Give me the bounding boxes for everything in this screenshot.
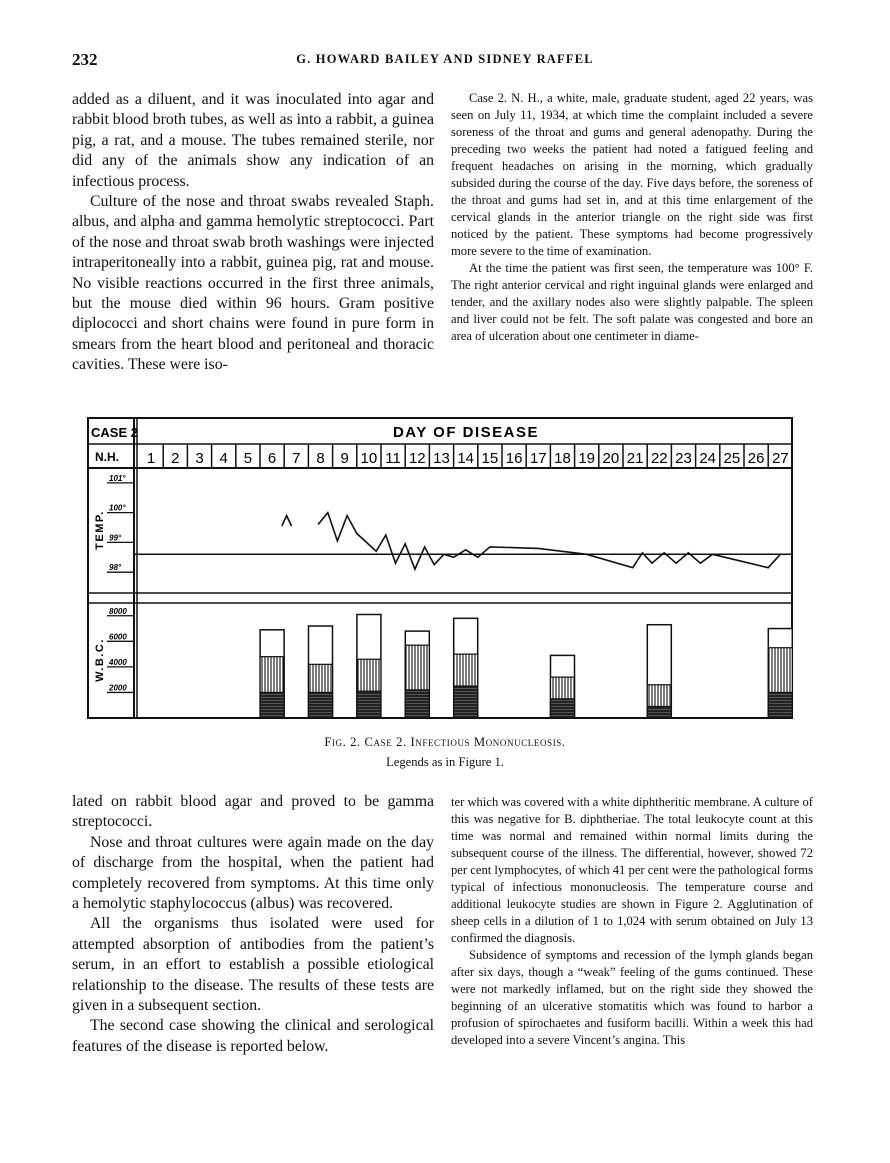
day-label: 1: [146, 450, 156, 467]
day-label: 25: [723, 450, 741, 467]
page-header: [72, 50, 818, 72]
caption-line-2: Legends as in Figure 1.: [386, 755, 504, 769]
day-label: 9: [340, 450, 349, 467]
page-number: 232: [72, 50, 98, 69]
case-label: CASE 2: [91, 425, 138, 440]
day-label: 2: [171, 450, 180, 467]
day-label: 17: [529, 450, 547, 467]
paragraph: ter which was covered with a white diphtheritic membrane. A culture of this was negative for B. diphtheriae. The total leukocyte count at this time was normal and remained within normal limits during the subsequent course of the illness. The differential, however, showed 72 per cent lymphocytes, of which 41 per cent were the pathological forms typical of infectious mononucleosis. The temperature course and additional leukocyte studies are shown in Figure 2. Agglutination of sheep cells in a dilution of 1 to 1,024 with serum obtained on July 13 confirmed the diagnosis.: [451, 795, 813, 945]
day-label: 10: [360, 450, 378, 467]
wbc-bar-abnormal: [768, 692, 792, 718]
day-label: 13: [433, 450, 450, 467]
paragraph: All the organisms thus isolated were used for attempted absorption of antibodies from the patient’s serum, in an effort to establish a possible etiological relationship to the disease. The results of these tests are given in a subsequent section.: [72, 915, 434, 1015]
running-head: G. HOWARD BAILEY AND SIDNEY RAFFEL: [296, 52, 594, 66]
temp-axis-label: TEMP.: [94, 510, 106, 550]
wbc-bar-abnormal: [454, 686, 478, 718]
temperature-series-line: [318, 513, 780, 570]
day-label: 4: [219, 450, 228, 467]
wbc-bar-abnormal: [647, 707, 671, 719]
patient-label: N.H.: [95, 450, 119, 464]
right-column-bottom: [451, 794, 813, 1049]
paragraph: At the time the patient was first seen, the temperature was 100° F. The right anterior cervical and right inguinal glands were enlarged and tender, and the axillary nodes also were slightly palpable. The spleen and liver could not be felt. The soft palate was congested and bore an area of ulceration about one centimeter in diame-: [451, 261, 813, 343]
day-label: 5: [243, 450, 253, 467]
day-label: 21: [626, 450, 644, 467]
wbc-tick-label: 2000: [109, 683, 127, 693]
temp-tick-label: 100°: [109, 503, 126, 513]
wbc-tick-label: 8000: [109, 606, 127, 616]
day-label: 23: [675, 450, 692, 467]
wbc-bar-abnormal: [260, 692, 284, 718]
day-label: 7: [292, 450, 301, 467]
paragraph: Subsidence of symptoms and recession of the lymph glands began after six days, though a “weak” feeling of the gums continued. These were not markedly inflamed, but on the right side they showed the beginning of an ulcerative stomatitis which was found to harbor a profusion of spirochaetes and fusiform bacilli. Within a week this had developed into a severe Vincent’s angina. This: [451, 948, 813, 1047]
day-label: 27: [771, 450, 789, 467]
temp-tick-label: 98°: [109, 563, 122, 573]
paragraph: The second case showing the clinical and serological features of the disease is reported below.: [72, 1017, 434, 1055]
wbc-tick-label: 6000: [109, 632, 127, 642]
day-label: 18: [554, 450, 571, 467]
day-label: 8: [316, 450, 325, 467]
chart-title: DAY OF DISEASE: [392, 424, 540, 441]
paragraph: Culture of the nose and throat swabs revealed Staph. albus, and alpha and gamma hemolytic streptococci. Part of the nose and throat swab broth washings were injected intraperitoneally into a rabbit, guinea pig, rat and mouse. No visible reactions occurred in the first three animals, but the mouse died within 96 hours. Gram positive diplococci and short chains were found in pure form in smears from the heart blood and peritoneal and thoracic cavities. These were iso-: [72, 193, 434, 374]
day-label: 15: [481, 450, 499, 467]
day-label: 19: [578, 450, 596, 467]
paragraph: added as a diluent, and it was inoculated into agar and rabbit blood broth tubes, as well as into a rabbit, a guinea pig, a rat, and a mouse. The tubes remained sterile, nor did any of the animals show any indication of an infectious process.: [72, 91, 434, 190]
right-column-top: [451, 90, 813, 345]
day-label: 6: [267, 450, 277, 467]
paragraph: lated on rabbit blood agar and proved to be gamma streptococci.: [72, 793, 434, 831]
day-label: 11: [385, 450, 401, 467]
chart-svg: [87, 417, 793, 719]
left-column-bottom: [72, 792, 434, 1057]
day-label: 14: [457, 450, 475, 467]
wbc-bar-abnormal: [405, 690, 429, 718]
temperature-series-start: [282, 516, 292, 526]
day-label: 3: [195, 450, 204, 467]
day-label: 24: [699, 450, 717, 467]
day-label: 26: [747, 450, 765, 467]
left-column-top: [72, 90, 434, 376]
day-label: 22: [650, 450, 668, 467]
day-label: 20: [602, 450, 620, 467]
paragraph: Nose and throat cultures were again made on the day of discharge from the hospital, when the patient had completely recovered from symptoms. At this time only a hemolytic staphylococcus (albus) was recovered.: [72, 833, 434, 913]
day-label: 16: [505, 450, 523, 467]
paragraph: Case 2. N. H., a white, male, graduate student, aged 22 years, was seen on July 11, 1934, at which time the complaint included a severe soreness of the throat and gums and general adenopathy. During the preceding two weeks the patient had noted a fatigued feeling and frequent headaches on arising in the morning, which gradually subsided during the course of the day. Five days before, the soreness of the throat and gums had set in, and at this time enlargement of the cervical glands in the anterior triangle on the right side was first noticed by the patient. These symptoms had become progressively more severe to the time of examination.: [451, 91, 813, 258]
wbc-axis-label: W.B.C.: [94, 638, 106, 682]
figure-caption: [0, 735, 890, 770]
wbc-tick-label: 4000: [109, 657, 127, 667]
temperature-wbc-chart: [87, 417, 793, 719]
day-label: 12: [408, 450, 426, 467]
wbc-bar-abnormal: [551, 699, 575, 718]
caption-line-1: Fig. 2. Case 2. Infectious Mononucleosis.: [324, 735, 566, 749]
wbc-bar-abnormal: [357, 691, 381, 718]
wbc-bar-abnormal: [309, 692, 333, 718]
temp-tick-label: 101°: [109, 473, 126, 483]
temp-tick-label: 99°: [109, 533, 122, 543]
